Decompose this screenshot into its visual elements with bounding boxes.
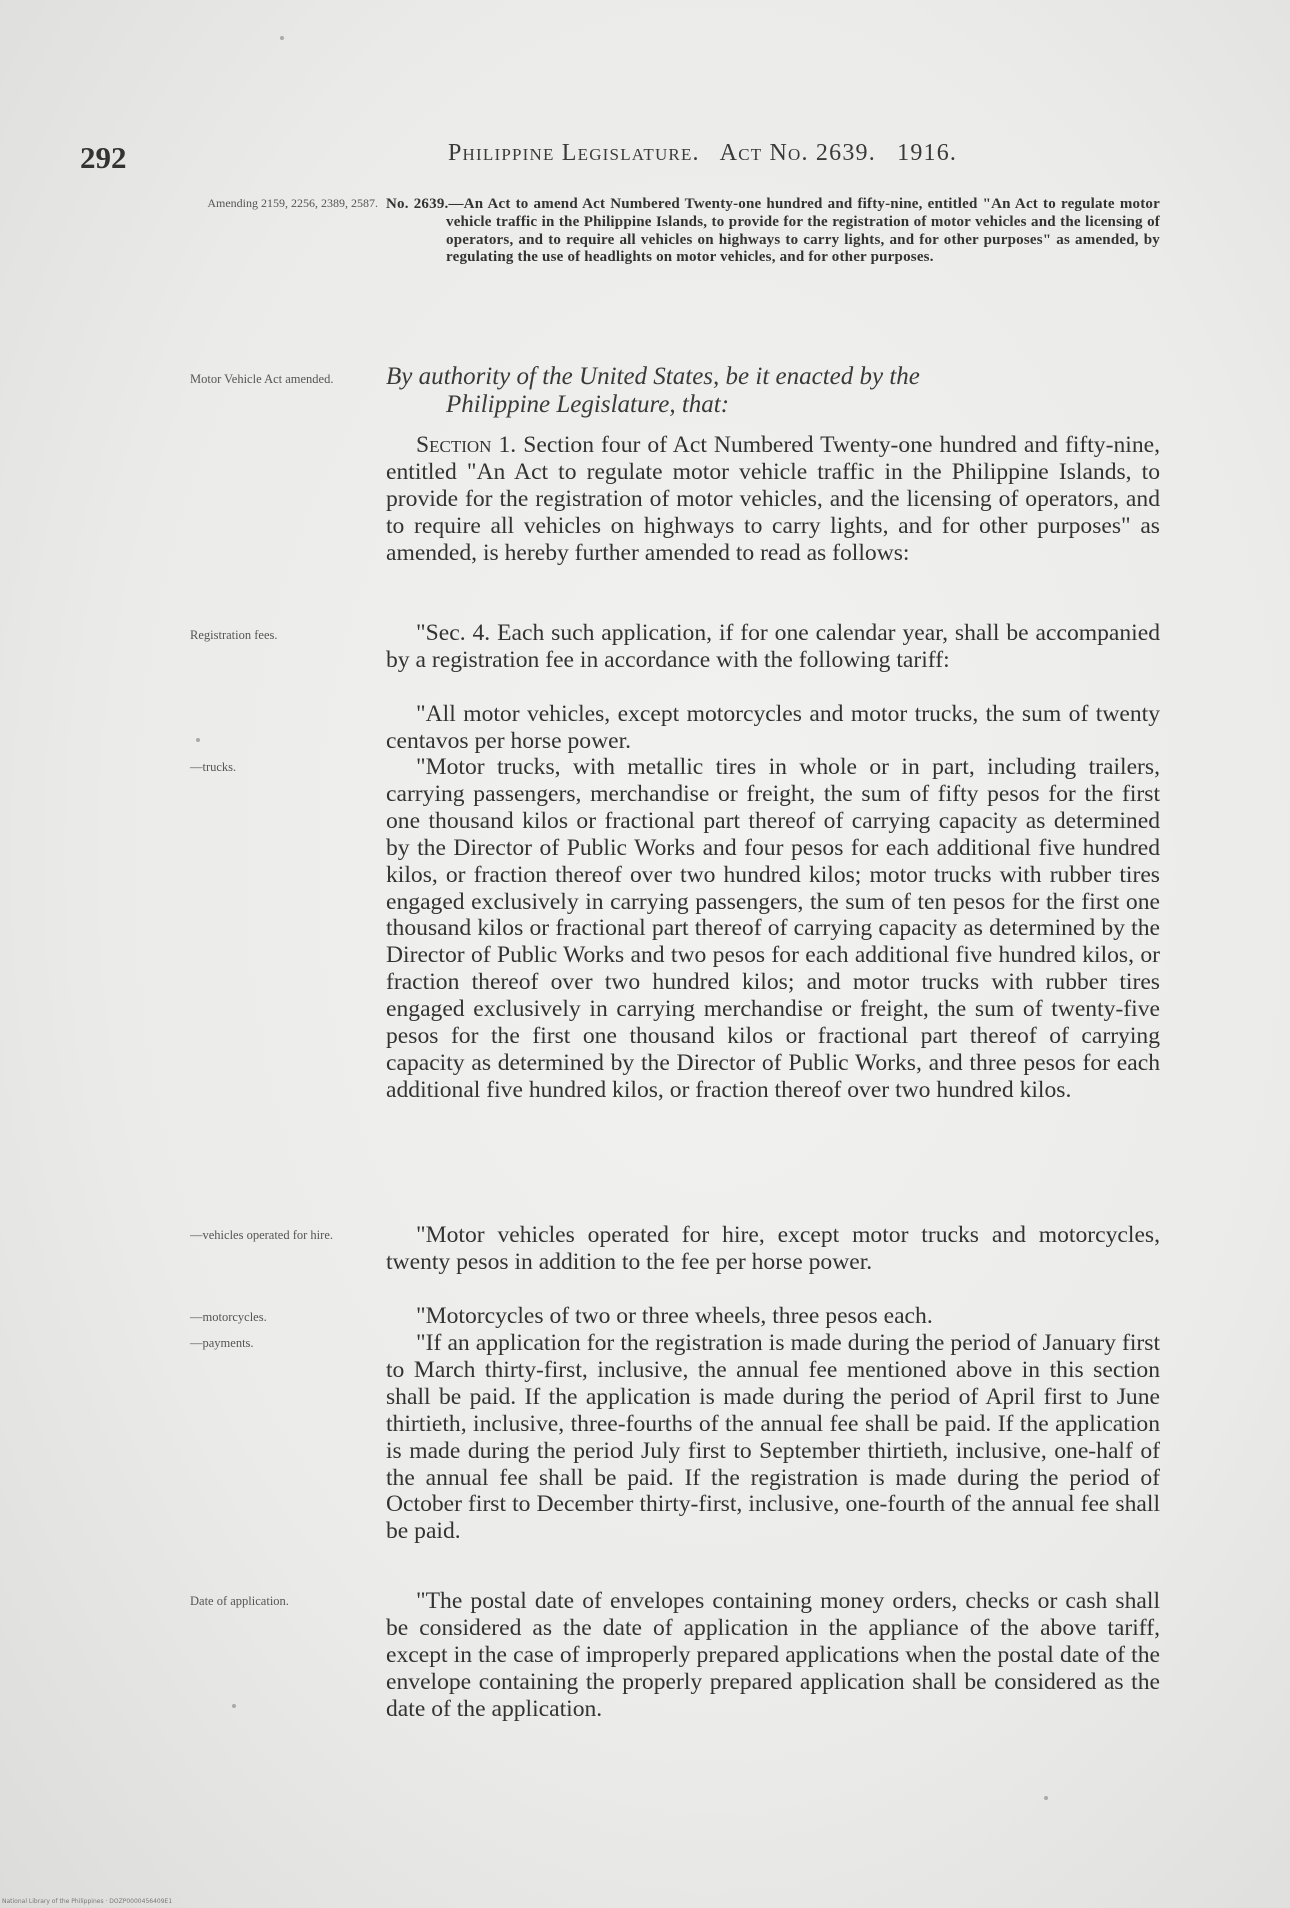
section-1-label: Section 1. bbox=[416, 432, 517, 458]
margin-note-registration-fees: Registration fees. bbox=[190, 628, 278, 642]
enacting-clause-line-2: Philippine Legislature, that: bbox=[446, 391, 730, 418]
running-head-year: 1916. bbox=[897, 140, 958, 166]
for-hire-text: "Motor vehicles operated for hire, except motor trucks and motorcycles, twenty pesos in addition to the fee per horse power. bbox=[386, 1222, 1160, 1275]
motorcycles-paragraph bbox=[386, 1303, 1160, 1330]
enacting-clause-line-1: By authority of the United States, be it enacted by the bbox=[386, 363, 920, 390]
running-head-legislature: Philippine Legislature. bbox=[448, 140, 700, 166]
amending-citation: Amending 2159, 2256, 2389, 2587. bbox=[207, 196, 378, 210]
margin-note-vehicles-for-hire: —vehicles operated for hire. bbox=[190, 1228, 333, 1242]
scan-speck bbox=[196, 738, 200, 742]
all-vehicles-paragraph bbox=[386, 701, 1160, 755]
all-vehicles-text: "All motor vehicles, except motorcycles and motor trucks, the sum of twenty centavos per horse power. bbox=[386, 701, 1160, 754]
margin-note-trucks: —trucks. bbox=[190, 760, 237, 774]
section-1-text: Section four of Act Numbered Twenty-one hundred and fifty-nine, entitled "An Act to regulate motor vehicle traffic in the Philippine Islands, to provide for the registration of motor vehicles, and the licensing of operators, and to require all vehicles on highways to carry lights, and for other purposes" as amended, is hereby further amended to read as follows: bbox=[386, 432, 1160, 566]
date-of-application-paragraph bbox=[386, 1588, 1160, 1723]
enacting-clause bbox=[386, 363, 1160, 419]
margin-note-motorcycles: —motorcycles. bbox=[190, 1310, 267, 1324]
margin-note-date-of-application: Date of application. bbox=[190, 1594, 289, 1608]
page-number: 292 bbox=[80, 140, 127, 175]
scan-speck bbox=[280, 36, 284, 40]
act-title: No. 2639.—An Act to amend Act Numbered Twenty-one hundred and fifty-nine, entitled "An Act to regulate motor vehicle traffic in the Philippine Islands, to provide for the registration of motor vehicles and the licensing of operators, and to require all vehicles on highways to carry lights, and for other purposes" as amended, by regulating the use of headlights on motor vehicles, and for other purposes. bbox=[386, 196, 1160, 266]
trucks-paragraph bbox=[386, 754, 1160, 1104]
margin-note-payments: —payments. bbox=[190, 1336, 254, 1350]
date-of-application-text: "The postal date of envelopes containing money orders, checks or cash shall be considered as the date of application in the appliance of the above tariff, except in the case of improperly prepared applications when the postal date of the envelope containing the properly prepared application shall be considered as the date of the application. bbox=[386, 1588, 1160, 1722]
scan-speck bbox=[232, 1704, 236, 1708]
payments-text: "If an application for the registration is made during the period of January first to March thirty-first, inclusive, the annual fee mentioned above in this section shall be paid. If the application is made during the period of April first to June thirtieth, inclusive, three-fourths of the annual fee shall be paid. If the application is made during the period July first to September thirtieth, inclusive, one-half of the annual fee shall be paid. If the registration is made during the period of October first to December thirty-first, inclusive, one-fourth of the annual fee shall be paid. bbox=[386, 1330, 1160, 1545]
sec-4-paragraph bbox=[386, 620, 1160, 674]
motorcycles-text: "Motorcycles of two or three wheels, three pesos each. bbox=[416, 1303, 933, 1329]
margin-note-motor-vehicle-act: Motor Vehicle Act amended. bbox=[190, 372, 334, 386]
running-head bbox=[448, 140, 971, 167]
archive-footer: National Library of the Philippines · DOZP0000456409E1 bbox=[2, 1898, 173, 1905]
section-1-paragraph bbox=[386, 432, 1160, 567]
sec-4-text: "Sec. 4. Each such application, if for one calendar year, shall be accompanied by a registration fee in accordance with the following tariff: bbox=[386, 620, 1160, 673]
running-head-act-number: Act No. 2639. bbox=[719, 140, 876, 166]
scan-speck bbox=[1044, 1796, 1048, 1800]
for-hire-paragraph bbox=[386, 1222, 1160, 1276]
trucks-text: "Motor trucks, with metallic tires in whole or in part, including trailers, carrying passengers, merchandise or freight, the sum of fifty pesos for the first one thousand kilos or fractional part thereof of carrying capacity as determined by the Director of Public Works and four pesos for each additional five hundred kilos, or fraction thereof over two hundred kilos; motor trucks with rubber tires engaged exclusively in carrying passengers, the sum of ten pesos for the first one thousand kilos or fractional part thereof of carrying capacity as determined by the Director of Public Works and two pesos for each additional five hundred kilos, or fraction thereof over two hundred kilos; and motor trucks with rubber tires engaged exclusively in carrying merchandise or freight, the sum of twenty-five pesos for the first one thousand kilos or fractional part thereof of carrying capacity as determined by the Director of Public Works, and three pesos for each additional five hundred kilos, or fraction thereof over two hundred kilos. bbox=[386, 754, 1160, 1103]
payments-paragraph bbox=[386, 1330, 1160, 1545]
